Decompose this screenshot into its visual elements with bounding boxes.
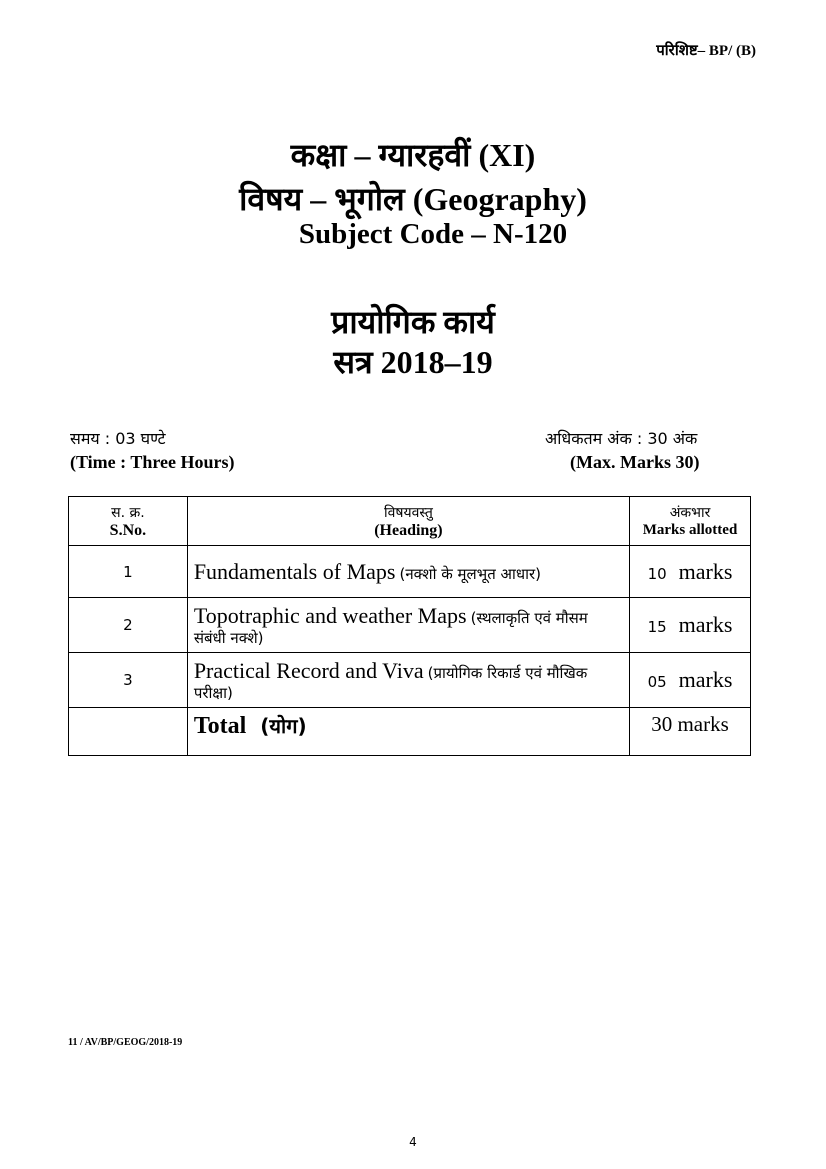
max-marks-hindi: अधिकतम अंक : 30 अंक: [545, 429, 698, 448]
total-label: Total: [193, 713, 247, 739]
marks-word: marks: [678, 667, 733, 692]
topic-english: Topotraphic and weather Maps: [193, 602, 467, 628]
time-english: (Time : Three Hours): [70, 452, 235, 472]
session-title: सत्र 2018–19: [333, 344, 493, 380]
row-marks: [630, 546, 751, 598]
max-marks-english: (Max. Marks 30): [570, 452, 700, 472]
document-code: 11 / AV/BP/GEOG/2018-19: [68, 1037, 183, 1048]
subject-title: विषय – भूगोल (Geography): [239, 181, 587, 217]
row-marks: [630, 598, 751, 653]
header-marks-english: Marks allotted: [642, 522, 738, 538]
topic-hindi: (स्थलाकृति एवं मौसम संबंधी नक्शे): [193, 608, 588, 647]
table-total-row: [69, 708, 751, 756]
header-heading-english: (Heading): [374, 521, 443, 539]
row-marks: [630, 653, 751, 708]
marks-word: marks: [678, 612, 733, 637]
total-label-cell: [187, 708, 629, 756]
header-sno-english: S.No.: [109, 521, 147, 539]
header-heading-hindi: विषयवस्तु: [384, 504, 433, 521]
page-number: 4: [409, 1135, 417, 1149]
table-row: [69, 598, 751, 653]
row-sno: 1: [69, 546, 188, 598]
row-sno: 2: [69, 598, 188, 653]
subject-code: Subject Code – N-120: [298, 218, 568, 250]
header-marks-hindi: अंकभार: [669, 505, 711, 521]
time-hindi: समय : 03 घण्टे: [70, 429, 166, 448]
class-title: कक्षा – ग्यारहवीं (XI): [290, 137, 536, 173]
row-topic: [187, 598, 629, 653]
marks-number: 15: [647, 618, 667, 636]
row-topic: [187, 653, 629, 708]
total-label-hindi: (योग): [260, 714, 307, 738]
topic-english: Fundamentals of Maps: [193, 559, 396, 584]
header-sno: [69, 497, 188, 546]
header-heading: [187, 497, 629, 546]
table-header-row: [69, 497, 751, 546]
table-row: [69, 653, 751, 708]
header-sno-hindi: स. क्र.: [111, 504, 145, 521]
table-row: [69, 546, 751, 598]
marks-word: marks: [678, 558, 733, 584]
row-sno: 3: [69, 653, 188, 708]
marks-number: 05: [647, 673, 667, 691]
topic-hindi: (प्रायोगिक रिकार्ड एवं मौखिक परीक्षा): [193, 663, 588, 702]
topic-hindi: (नक्शो के मूलभूत आधार): [399, 565, 541, 583]
total-sno-empty: [69, 708, 188, 756]
practical-work-title: प्रायोगिक कार्य: [331, 304, 495, 340]
marks-number: 10: [647, 564, 667, 583]
header-marks: [630, 497, 751, 546]
topic-english: Practical Record and Viva: [193, 657, 424, 683]
total-marks: 30 marks: [630, 708, 751, 756]
annex-label: परिशिष्ट– BP/ (B): [656, 43, 756, 59]
marks-table: [68, 496, 751, 756]
row-topic: [187, 546, 629, 598]
